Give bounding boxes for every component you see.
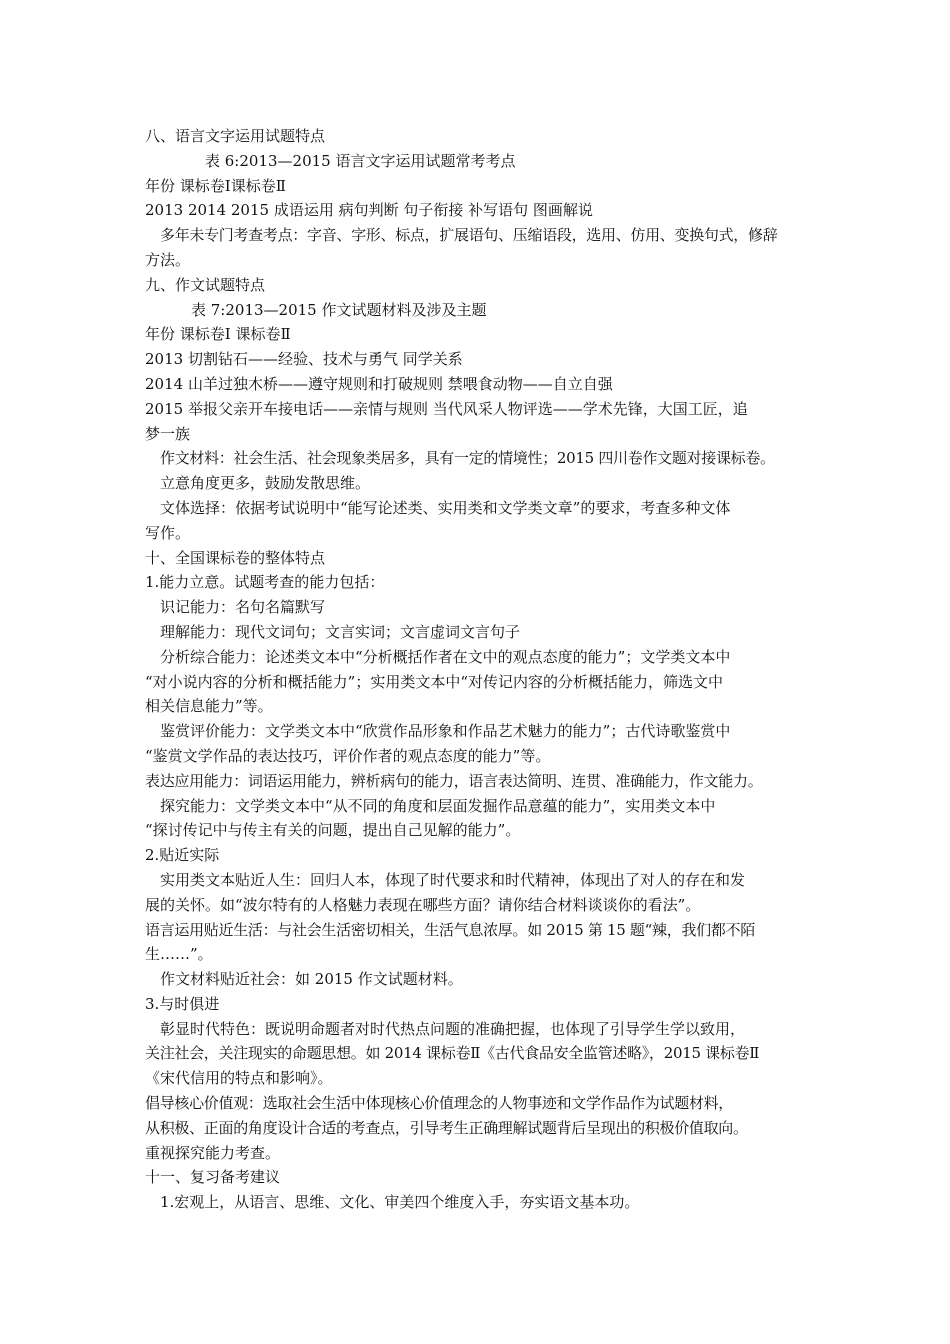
paragraph-line: 相关信息能力”等。 xyxy=(145,697,273,716)
paragraph-line: 从积极、正面的角度设计合适的考查点，引导考生正确理解试题背后呈现出的积极价值取向。 xyxy=(145,1118,748,1137)
paragraph-line: “对小说内容的分析和概括能力”；实用类文本中“对传记内容的分析概括能力，筛选文中 xyxy=(145,672,724,691)
subheading: 2.贴近实际 xyxy=(145,846,220,865)
subheading: 1.能力立意。试题考查的能力包括： xyxy=(145,573,385,592)
paragraph-line: 关注社会，关注现实的命题思想。如 2014 课标卷Ⅱ《古代食品安全监管述略》，2015 课标卷Ⅱ xyxy=(145,1044,760,1063)
table-row: 2014 山羊过独木桥——遵守规则和打破规则 禁喂食动物——自立自强 xyxy=(145,374,613,393)
table-header-row: 年份 课标卷Ⅰ课标卷Ⅱ xyxy=(145,176,286,195)
table-header-row: 年份 课标卷Ⅰ 课标卷Ⅱ xyxy=(145,325,291,344)
paragraph-line: 语言运用贴近生活：与社会生活密切相关，生活气息浓厚。如 2015 第 15 题“辣，我们都不陌 xyxy=(145,920,755,939)
paragraph-line: 文体选择：依据考试说明中“能写论述类、实用类和文学类文章”的要求，考查多种文体 xyxy=(160,498,731,517)
paragraph-line: 写作。 xyxy=(145,523,191,542)
table-row: 2013 2014 2015 成语运用 病句判断 句子衔接 补写语句 图画解说 xyxy=(145,201,593,220)
subheading: 3.与时俱进 xyxy=(145,994,220,1013)
paragraph-line: 鉴赏评价能力：文学类文本中“欣赏作品形象和作品艺术魅力的能力”；古代诗歌鉴赏中 xyxy=(160,722,731,741)
paragraph-line: 多年未专门考查考点：字音、字形、标点，扩展语句、压缩语段，选用、仿用、变换句式，修辞 xyxy=(160,226,778,245)
paragraph-line: 重视探究能力考查。 xyxy=(145,1143,281,1162)
paragraph-line: 实用类文本贴近人生：回归人本，体现了时代要求和时代精神，体现出了对人的存在和发 xyxy=(160,870,746,889)
paragraph-line: 彰显时代特色：既说明命题者对时代热点问题的准确把握，也体现了引导学生学以致用， xyxy=(160,1019,746,1038)
paragraph-line: 展的关怀。如“波尔特有的人格魅力表现在哪些方面？请你结合材料谈谈你的看法”。 xyxy=(145,895,701,914)
paragraph-line: 生……”。 xyxy=(145,945,213,964)
paragraph-line: 《宋代信用的特点和影响》。 xyxy=(145,1069,333,1088)
section-heading-8: 八、语言文字运用试题特点 xyxy=(145,127,326,145)
paragraph-line: 识记能力：名句名篇默写 xyxy=(160,598,326,617)
section-heading-11: 十一、复习备考建议 xyxy=(145,1168,281,1187)
table-caption-7: 表 7:2013—2015 作文试题材料及涉及主题 xyxy=(191,300,487,319)
paragraph-line: 倡导核心价值观：选取社会生活中体现核心价值理念的人物事迹和文学作品作为试题材料， xyxy=(145,1094,734,1113)
table-caption-6: 表 6:2013—2015 语言文字运用试题常考考点 xyxy=(205,151,516,170)
paragraph-line: 作文材料：社会生活、社会现象类居多，具有一定的情境性；2015 四川卷作文题对接课标卷。 xyxy=(160,449,775,468)
table-row: 2013 切割钻石——经验、技术与勇气 同学关系 xyxy=(145,350,463,369)
document-page xyxy=(145,124,825,1215)
section-heading-9: 九、作文试题特点 xyxy=(145,275,266,294)
section-heading-10: 十、全国课标卷的整体特点 xyxy=(145,548,326,567)
paragraph-line: 分析综合能力：论述类文本中“分析概括作者在文中的观点态度的能力”；文学类文本中 xyxy=(160,647,731,666)
paragraph-line: 作文材料贴近社会：如 2015 作文试题材料。 xyxy=(160,970,463,989)
paragraph-line: 表达应用能力：词语运用能力，辨析病句的能力，语言表达简明、连贯、准确能力，作文能力。 xyxy=(145,771,763,790)
table-row: 2015 举报父亲开车接电话——亲情与规则 当代风采人物评选——学术先锋，大国工匠，追 xyxy=(145,399,748,418)
paragraph-line: 1.宏观上，从语言、思维、文化、审美四个维度入手，夯实语文基本功。 xyxy=(160,1193,640,1212)
paragraph-line: 探究能力：文学类文本中“从不同的角度和层面发掘作品意蕴的能力”，实用类文本中 xyxy=(160,796,716,815)
paragraph-line: 理解能力：现代文词句；文言实词；文言虚词文言句子 xyxy=(160,622,521,641)
paragraph-line: 方法。 xyxy=(145,250,191,269)
table-row-continued: 梦一族 xyxy=(145,424,191,443)
paragraph-line: “鉴赏文学作品的表达技巧，评价作者的观点态度的能力”等。 xyxy=(145,746,551,765)
paragraph-line: 立意角度更多，鼓励发散思维。 xyxy=(160,474,371,493)
paragraph-line: “探讨传记中与传主有关的问题，提出自己见解的能力”。 xyxy=(145,821,521,840)
